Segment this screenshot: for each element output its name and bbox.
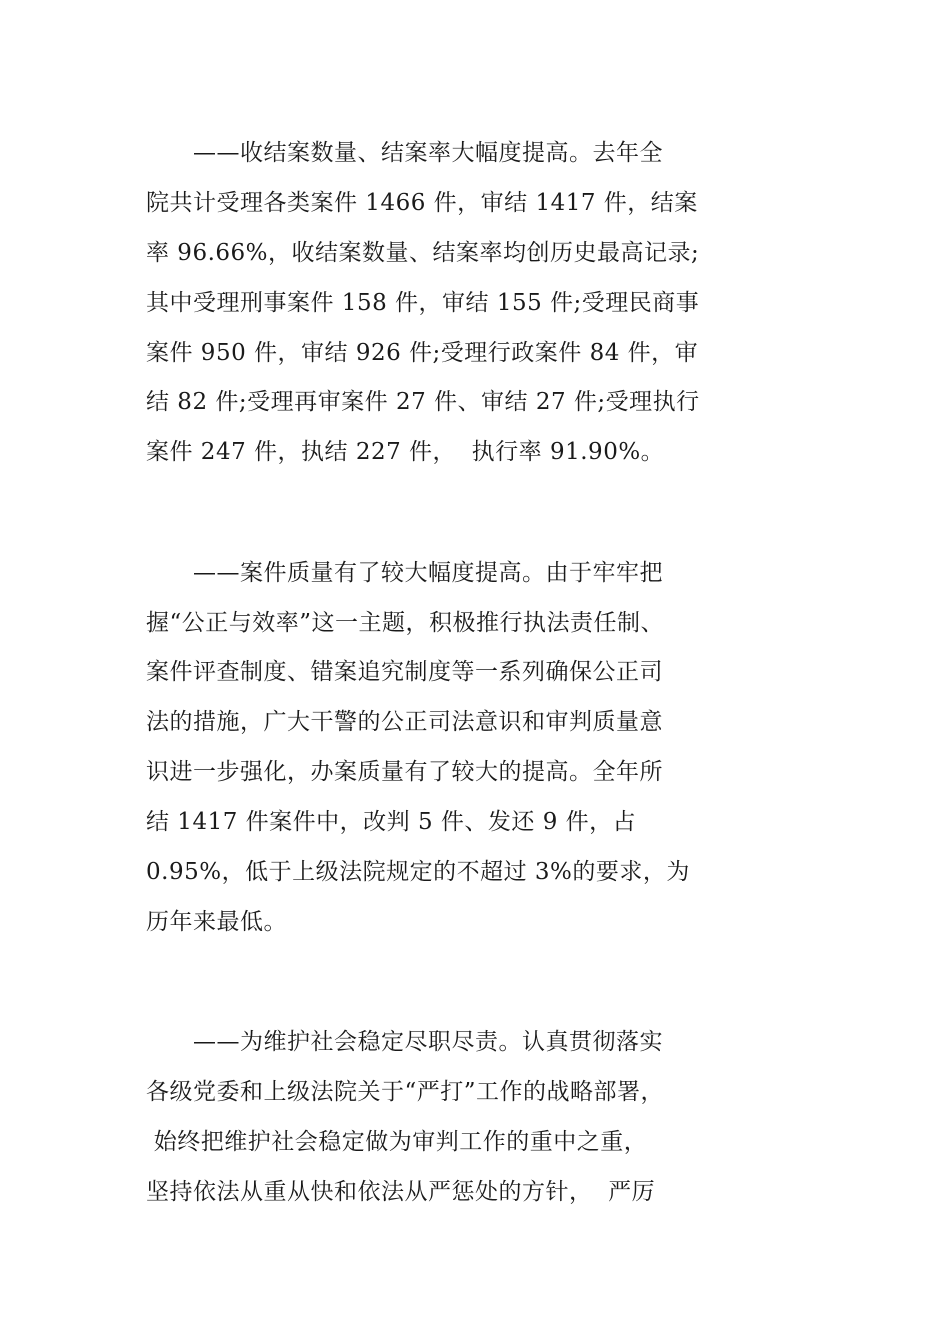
- text-line: 识进一步强化，办案质量有了较大的提高。全年所: [146, 759, 663, 785]
- text-line: 案件评查制度、错案追究制度等一系列确保公正司: [146, 659, 663, 685]
- text-line: ——为维护社会稳定尽职尽责。认真贯彻落实: [146, 1029, 663, 1055]
- text-line: 案件 247 件，执结 227 件， 执行率 91.90%。: [146, 439, 665, 465]
- text-line: 坚持依法从重从快和依法从严惩处的方针， 严厉: [146, 1179, 656, 1205]
- text-line: 结 1417 件案件中，改判 5 件、发还 9 件，占: [146, 809, 637, 835]
- text-line: 0.95%，低于上级法院规定的不超过 3%的要求，为: [146, 859, 690, 885]
- text-line: 案件 950 件，审结 926 件;受理行政案件 84 件，审: [146, 340, 699, 366]
- text-line: 历年来最低。: [146, 909, 287, 935]
- text-line: 其中受理刑事案件 158 件，审结 155 件;受理民商事: [146, 290, 700, 316]
- text-line: ——案件质量有了较大幅度提高。由于牢牢把: [146, 560, 663, 586]
- text-line: 结 82 件;受理再审案件 27 件、审结 27 件;受理执行: [146, 389, 700, 415]
- text-line: 握“公正与效率”这一主题，积极推行执法责任制、: [146, 610, 665, 636]
- text-line: 法的措施，广大干警的公正司法意识和审判质量意: [146, 709, 663, 735]
- text-line: 率 96.66%，收结案数量、结案率均创历史最高记录;: [146, 240, 700, 266]
- text-line: ——收结案数量、结案率大幅度提高。去年全: [146, 140, 663, 166]
- text-line: 始终把维护社会稳定做为审判工作的重中之重，: [146, 1129, 648, 1155]
- text-line: 各级党委和上级法院关于“严打”工作的战略部署，: [146, 1079, 665, 1105]
- text-line: 院共计受理各类案件 1466 件，审结 1417 件，结案: [146, 190, 698, 216]
